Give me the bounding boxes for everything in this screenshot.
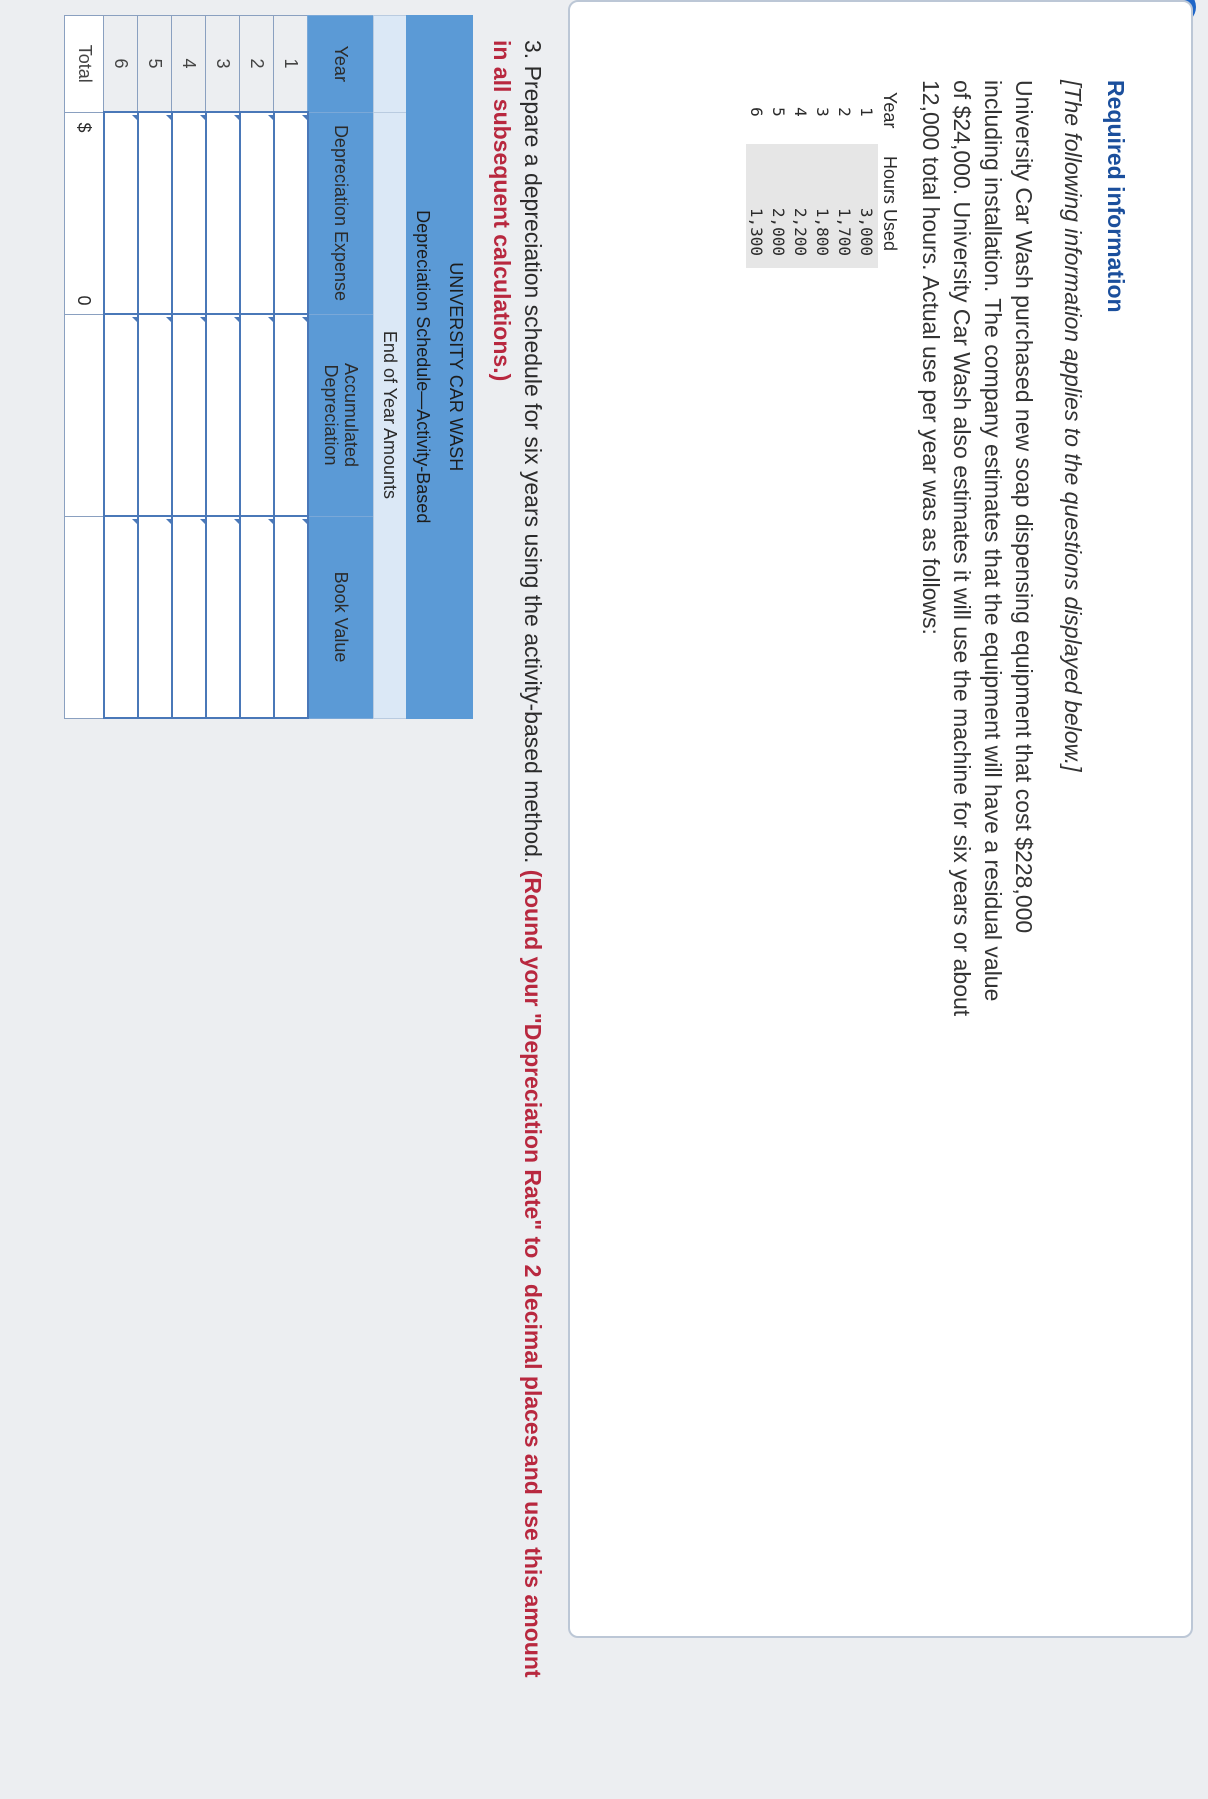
cell-marker-icon — [132, 115, 137, 120]
cell-marker-icon — [132, 519, 137, 524]
hours-used-table — [746, 80, 901, 268]
depreciation-expense-input[interactable] — [104, 112, 138, 314]
schedule-group-header-row — [374, 16, 407, 719]
hours-row — [856, 80, 878, 268]
question-3 — [486, 40, 548, 1680]
accumulated-depreciation-input[interactable] — [274, 314, 308, 516]
required-information-title: Required information — [1103, 80, 1129, 313]
book-value-input[interactable] — [240, 516, 274, 718]
cell-marker-icon — [166, 317, 171, 322]
hours-table-header — [878, 80, 901, 268]
hours-row-year: 6 — [746, 80, 768, 144]
schedule-row-year: 3 — [206, 16, 240, 113]
book-value-input[interactable] — [104, 516, 138, 718]
question-rounding-instruction: (Round your "Depreciation Rate" to 2 decimal places and use this amount in all subsequent calculations.) — [489, 40, 546, 1678]
total-depreciation-expense — [65, 112, 105, 314]
accumulated-depreciation-input[interactable] — [206, 314, 240, 516]
cell-marker-icon — [268, 317, 273, 322]
hours-header-year: Year — [880, 92, 900, 129]
hours-row — [812, 80, 834, 268]
hours-row — [834, 80, 856, 268]
depreciation-expense-input[interactable] — [274, 112, 308, 314]
schedule-subtitle: Depreciation Schedule—Activity-Based — [407, 16, 440, 719]
hours-row — [790, 80, 812, 268]
group-header-end-of-year: End of Year Amounts — [374, 112, 407, 718]
schedule-row — [274, 16, 308, 719]
schedule-subtitle-row — [407, 16, 440, 719]
hours-row-hours: 1,300 — [746, 144, 768, 268]
hours-row-hours: 3,000 — [856, 144, 878, 268]
cell-marker-icon — [302, 519, 307, 524]
hours-row-hours: 2,200 — [790, 144, 812, 268]
schedule-total-row — [65, 16, 105, 719]
hours-row — [768, 80, 790, 268]
hours-row-year: 4 — [790, 80, 812, 144]
hours-row-hours: 1,800 — [812, 144, 834, 268]
schedule-row — [104, 16, 138, 719]
total-empty-cell — [65, 516, 105, 718]
column-header-book-value: Book Value — [308, 516, 374, 718]
cell-marker-icon — [132, 317, 137, 322]
book-value-input[interactable] — [172, 516, 206, 718]
schedule-row-year: 4 — [172, 16, 206, 113]
cell-marker-icon — [200, 519, 205, 524]
depreciation-schedule-table — [64, 15, 473, 719]
schedule-row — [172, 16, 206, 719]
cell-marker-icon — [166, 115, 171, 120]
hours-header-hours: Hours Used — [880, 156, 900, 252]
total-label: Total — [65, 16, 105, 113]
column-header-year: Year — [308, 16, 374, 113]
hours-row-year: 5 — [768, 80, 790, 144]
column-header-depreciation-expense: Depreciation Expense — [308, 112, 374, 314]
problem-description: University Car Wash purchased new soap dispensing equipment that cost $228,000 including installation. The company estimates that the equipment will have a residual value of $24,000. University Car Wash also estimates it will use the machine for six years or about 12,000 total hours. Actual use per year was as follows: — [918, 80, 1037, 1017]
required-information-panel — [568, 0, 1193, 1638]
column-header-accumulated-depreciation: Accumulated Depreciation — [308, 314, 374, 516]
book-value-input[interactable] — [138, 516, 172, 718]
schedule-title-row — [440, 16, 473, 719]
hours-row-year: 2 — [834, 80, 856, 144]
cell-marker-icon — [200, 317, 205, 322]
schedule-row-year: 5 — [138, 16, 172, 113]
schedule-row-year: 1 — [274, 16, 308, 113]
group-header-spacer — [374, 16, 407, 113]
hours-row-year: 3 — [812, 80, 834, 144]
schedule-row-year: 6 — [104, 16, 138, 113]
schedule-row-year: 2 — [240, 16, 274, 113]
hours-row-hours: 2,000 — [768, 144, 790, 268]
schedule-title: UNIVERSITY CAR WASH — [440, 16, 473, 719]
hours-row-year: 1 — [856, 80, 878, 144]
cell-marker-icon — [234, 115, 239, 120]
cell-marker-icon — [302, 115, 307, 120]
accumulated-depreciation-input[interactable] — [138, 314, 172, 516]
accumulated-depreciation-input[interactable] — [104, 314, 138, 516]
schedule-column-header-row — [308, 16, 374, 719]
cell-marker-icon — [234, 519, 239, 524]
total-depreciation-value: 0 — [74, 295, 95, 306]
depreciation-expense-input[interactable] — [138, 112, 172, 314]
book-value-input[interactable] — [206, 516, 240, 718]
cell-marker-icon — [166, 519, 171, 524]
schedule-row — [240, 16, 274, 719]
hours-row-hours: 1,700 — [834, 144, 856, 268]
depreciation-expense-input[interactable] — [240, 112, 274, 314]
required-information-subtitle: [The following information applies to the questions displayed below.] — [1060, 80, 1086, 772]
accumulated-depreciation-input[interactable] — [240, 314, 274, 516]
cell-marker-icon — [302, 317, 307, 322]
total-currency-symbol: $ — [74, 122, 95, 133]
cell-marker-icon — [268, 115, 273, 120]
cell-marker-icon — [234, 317, 239, 322]
total-empty-cell — [65, 314, 105, 516]
cell-marker-icon — [200, 115, 205, 120]
accumulated-depreciation-input[interactable] — [172, 314, 206, 516]
cell-marker-icon — [268, 519, 273, 524]
hours-row — [746, 80, 768, 268]
question-text: 3. Prepare a depreciation schedule for six years using the activity-based method. — [520, 40, 546, 870]
schedule-row — [138, 16, 172, 719]
schedule-row — [206, 16, 240, 719]
depreciation-expense-input[interactable] — [206, 112, 240, 314]
book-value-input[interactable] — [274, 516, 308, 718]
depreciation-expense-input[interactable] — [172, 112, 206, 314]
